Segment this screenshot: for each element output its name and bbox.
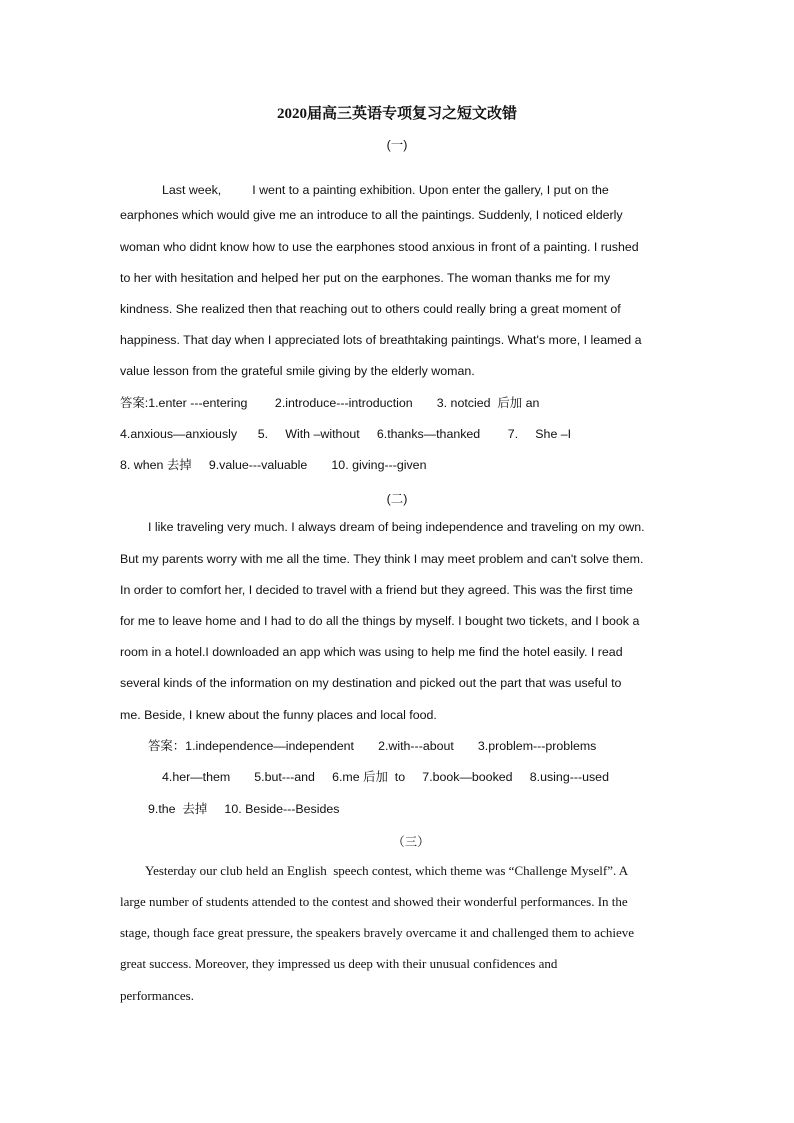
section-3-passage-line: large number of students attended to the contest and showed their wonderful performances. In the — [120, 894, 628, 909]
section-3-passage-line: Yesterday our club held an English speech contest, which theme was “Challenge Myself”. A — [145, 863, 629, 878]
section-2-passage-line: I like traveling very much. I always dream of being independence and traveling on my own. — [148, 520, 645, 534]
section-1-passage-line: value lesson from the grateful smile giving by the elderly woman. — [120, 364, 475, 378]
section-1-answer-line: 8. when 去掉 9.value---valuable 10. giving---given — [120, 458, 427, 472]
section-2-passage-line: But my parents worry with me all the time. They think I may meet problem and can't solve them. — [120, 552, 644, 566]
document-title: 2020届高三英语专项复习之短文改错 — [276, 106, 517, 122]
section-3-passage-line: great success. Moreover, they impressed us deep with their unusual confidences and — [120, 956, 558, 971]
section-1-passage-line: earphones which would give me an introduce to all the paintings. Suddenly, I noticed elderly — [120, 208, 623, 222]
section-2-answer-line: 答案：1.independence—independent 2.with---about 3.problem---problems — [148, 739, 597, 753]
section-2-passage-line: for me to leave home and I had to do all the things by myself. I bought two tickets, and I book a — [120, 614, 640, 628]
section-1-passage-line: kindness. She realized then that reaching out to others could really bring a great moment of — [120, 302, 621, 316]
section-2-answer-line: 4.her—them 5.but---and 6.me 后加 to 7.book—booked 8.using---used — [162, 770, 609, 784]
section-2-passage-line: room in a hotel.I downloaded an app which was using to help me find the hotel easily. I read — [120, 645, 623, 659]
section-1-passage-line: woman who didnt know how to use the earphones stood anxious in front of a painting. I rushed — [120, 240, 639, 254]
section-1-heading: (一) — [386, 138, 408, 152]
section-3-passage-line: performances. — [120, 988, 194, 1003]
section-2-answer-line: 9.the 去掉 10. Beside---Besides — [148, 802, 340, 816]
section-2-heading: (二) — [386, 492, 408, 506]
section-1-answer-line: 4.anxious—anxiously 5. With –without 6.thanks—thanked 7. She –I — [120, 427, 572, 441]
section-3-passage-line: stage, though face great pressure, the speakers bravely overcame it and challenged them to achieve — [120, 925, 634, 940]
section-2-passage-line: In order to comfort her, I decided to travel with a friend but they agreed. This was the first time — [120, 583, 633, 597]
section-1-passage-line: to her with hesitation and helped her put on the earphones. The woman thanks me for my — [120, 271, 611, 285]
section-1-passage-line: Last week, I went to a painting exhibition. Upon enter the gallery, I put on the — [162, 183, 609, 197]
section-2-passage-line: several kinds of the information on my destination and picked out the part that was useful to — [120, 676, 622, 690]
section-1-answer-line: 答案:1.enter ---entering 2.introduce---introduction 3. notcied 后加 an — [120, 396, 540, 410]
section-2-passage-line: me. Beside, I knew about the funny places and local food. — [120, 708, 437, 722]
section-3-heading: （三） — [392, 835, 430, 849]
section-1-passage-line: happiness. That day when I appreciated lots of breathtaking paintings. What's more, I leamed a — [120, 333, 642, 347]
